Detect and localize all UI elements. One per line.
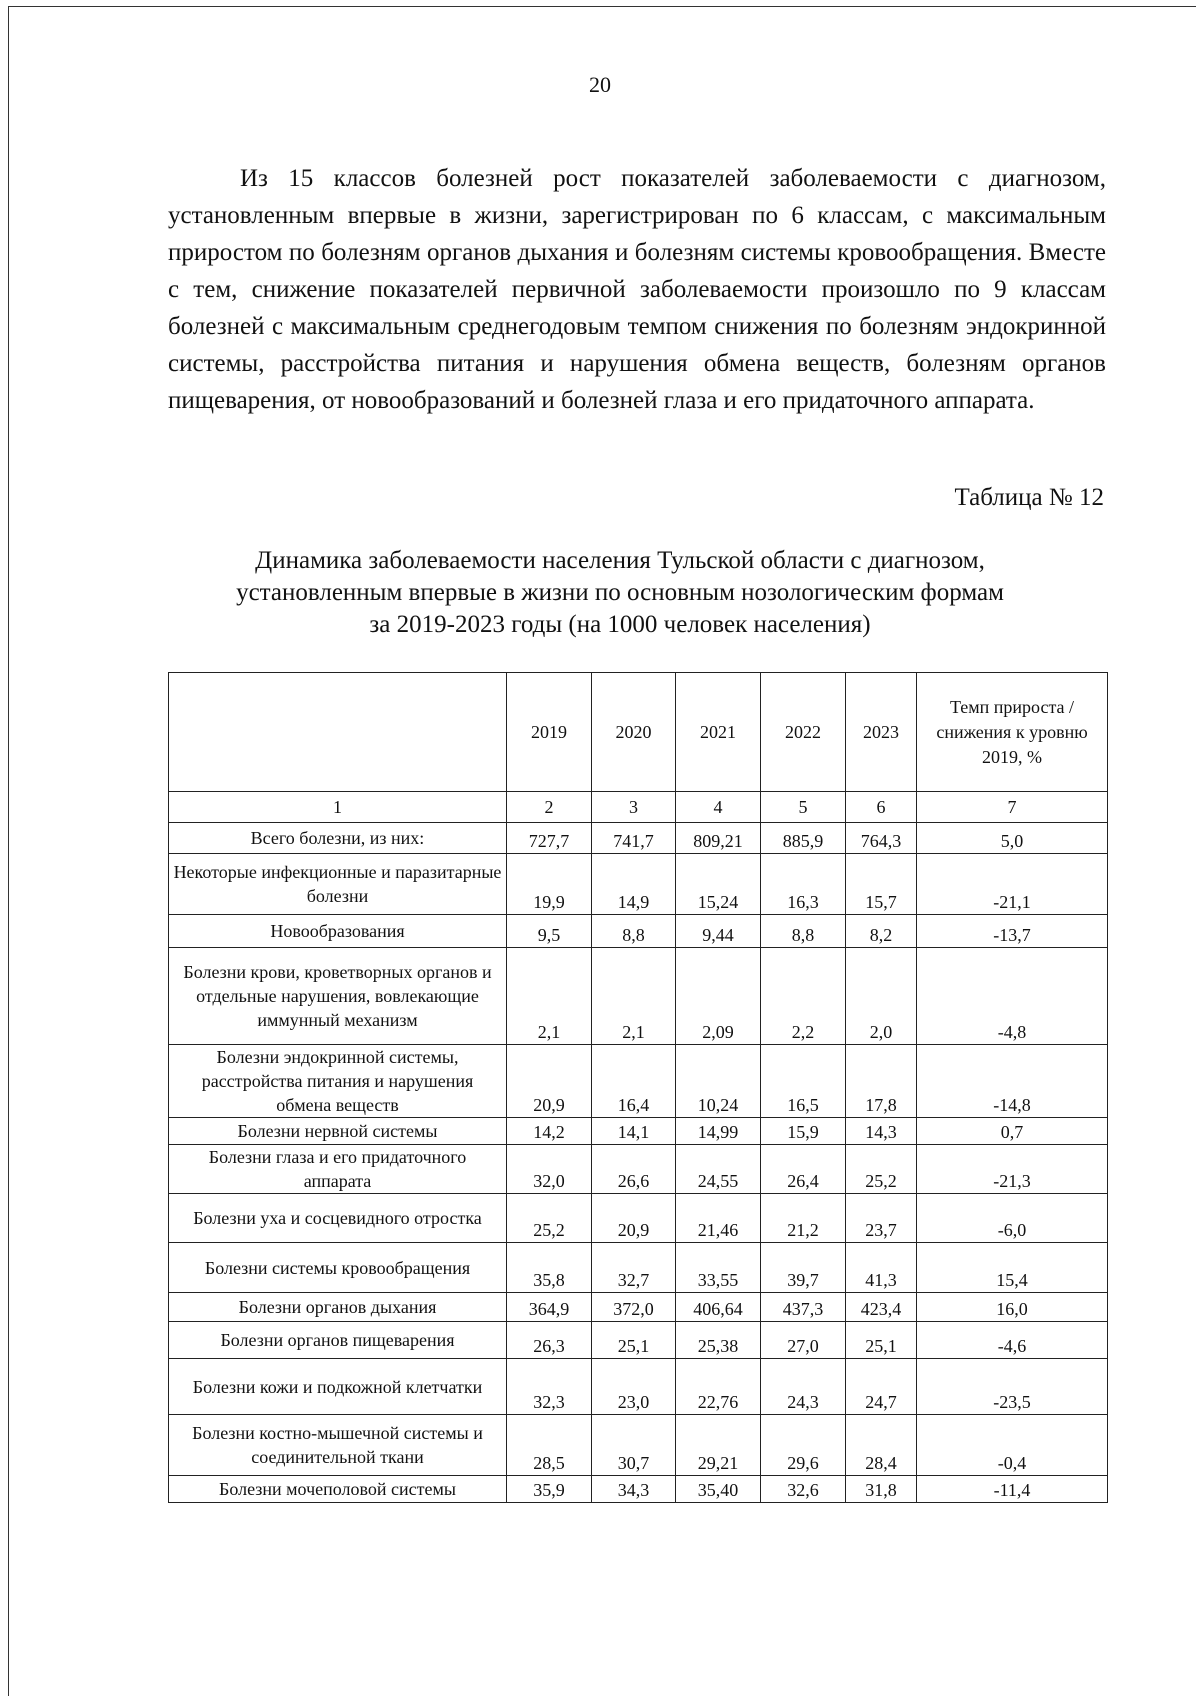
value-cell: 8,2 <box>846 915 917 948</box>
value-cell: 406,64 <box>676 1293 761 1322</box>
value-cell: 437,3 <box>761 1293 846 1322</box>
column-number-cell: 6 <box>846 792 917 823</box>
column-number-cell: 2 <box>507 792 592 823</box>
page-border-top <box>8 6 1196 7</box>
table-title <box>140 545 1100 641</box>
value-cell: 25,2 <box>846 1145 917 1194</box>
value-cell: 9,44 <box>676 915 761 948</box>
header-cell: 2021 <box>676 673 761 792</box>
table-row <box>169 1194 1108 1243</box>
table-title-line: за 2019-2023 годы (на 1000 человек населения) <box>369 611 871 638</box>
value-cell: 16,5 <box>761 1045 846 1118</box>
row-label-cell: Некоторые инфекционные и паразитарные болезни <box>169 854 507 915</box>
value-cell: 15,4 <box>917 1243 1108 1293</box>
value-cell: 26,4 <box>761 1145 846 1194</box>
value-cell: 32,3 <box>507 1359 592 1415</box>
row-label-cell: Болезни костно-мышечной системы и соединительной ткани <box>169 1415 507 1476</box>
value-cell: 25,1 <box>592 1322 676 1359</box>
value-cell: 35,8 <box>507 1243 592 1293</box>
table-title-line: Динамика заболеваемости населения Тульской области с диагнозом, <box>255 547 985 574</box>
table-row <box>169 1145 1108 1194</box>
row-label-cell: Всего болезни, из них: <box>169 823 507 854</box>
value-cell: 14,1 <box>592 1118 676 1145</box>
page-border-left <box>8 6 9 1696</box>
value-cell: 22,76 <box>676 1359 761 1415</box>
value-cell: 29,6 <box>761 1415 846 1476</box>
value-cell: 5,0 <box>917 823 1108 854</box>
value-cell: -14,8 <box>917 1045 1108 1118</box>
header-cell: 2023 <box>846 673 917 792</box>
column-number-cell: 1 <box>169 792 507 823</box>
table-row <box>169 1359 1108 1415</box>
column-number-row <box>169 792 1108 823</box>
value-cell: 364,9 <box>507 1293 592 1322</box>
column-number-cell: 4 <box>676 792 761 823</box>
value-cell: 16,4 <box>592 1045 676 1118</box>
row-label-cell: Болезни глаза и его придаточного аппарата <box>169 1145 507 1194</box>
table-row <box>169 854 1108 915</box>
morbidity-table <box>168 672 1108 1503</box>
value-cell: 32,0 <box>507 1145 592 1194</box>
value-cell: 764,3 <box>846 823 917 854</box>
value-cell: 9,5 <box>507 915 592 948</box>
row-label-cell: Болезни кожи и подкожной клетчатки <box>169 1359 507 1415</box>
value-cell: 26,6 <box>592 1145 676 1194</box>
value-cell: 16,0 <box>917 1293 1108 1322</box>
row-label-cell: Болезни мочеполовой системы <box>169 1476 507 1503</box>
table-row <box>169 1476 1108 1503</box>
value-cell: 14,99 <box>676 1118 761 1145</box>
value-cell: 15,24 <box>676 854 761 915</box>
value-cell: 23,0 <box>592 1359 676 1415</box>
value-cell: 809,21 <box>676 823 761 854</box>
column-number-cell: 5 <box>761 792 846 823</box>
table-row <box>169 1293 1108 1322</box>
value-cell: 25,2 <box>507 1194 592 1243</box>
row-label-cell: Болезни органов дыхания <box>169 1293 507 1322</box>
value-cell: 2,1 <box>507 948 592 1045</box>
header-cell: 2020 <box>592 673 676 792</box>
value-cell: 2,1 <box>592 948 676 1045</box>
value-cell: 2,0 <box>846 948 917 1045</box>
value-cell: 33,55 <box>676 1243 761 1293</box>
value-cell: 2,09 <box>676 948 761 1045</box>
column-number-cell: 7 <box>917 792 1108 823</box>
table-row <box>169 1045 1108 1118</box>
value-cell: 23,7 <box>846 1194 917 1243</box>
table-label: Таблица № 12 <box>954 484 1104 511</box>
value-cell: 19,9 <box>507 854 592 915</box>
value-cell: 14,2 <box>507 1118 592 1145</box>
value-cell: 28,5 <box>507 1415 592 1476</box>
value-cell: 20,9 <box>592 1194 676 1243</box>
table-row <box>169 1415 1108 1476</box>
row-label-cell: Болезни системы кровообращения <box>169 1243 507 1293</box>
header-cell: 2022 <box>761 673 846 792</box>
table-row <box>169 823 1108 854</box>
value-cell: -4,8 <box>917 948 1108 1045</box>
table-row <box>169 915 1108 948</box>
value-cell: 25,1 <box>846 1322 917 1359</box>
value-cell: 20,9 <box>507 1045 592 1118</box>
value-cell: -4,6 <box>917 1322 1108 1359</box>
value-cell: 885,9 <box>761 823 846 854</box>
value-cell: 0,7 <box>917 1118 1108 1145</box>
row-label-cell: Новообразования <box>169 915 507 948</box>
header-cell: 2019 <box>507 673 592 792</box>
table-title-line: установленным впервые в жизни по основным нозологическим формам <box>236 579 1004 606</box>
value-cell: -21,1 <box>917 854 1108 915</box>
value-cell: 8,8 <box>592 915 676 948</box>
column-number-cell: 3 <box>592 792 676 823</box>
value-cell: 10,24 <box>676 1045 761 1118</box>
value-cell: 2,2 <box>761 948 846 1045</box>
value-cell: 35,40 <box>676 1476 761 1503</box>
value-cell: 21,46 <box>676 1194 761 1243</box>
value-cell: 16,3 <box>761 854 846 915</box>
value-cell: -21,3 <box>917 1145 1108 1194</box>
value-cell: 21,2 <box>761 1194 846 1243</box>
table-row <box>169 1118 1108 1145</box>
value-cell: -11,4 <box>917 1476 1108 1503</box>
table-header-row <box>169 673 1108 792</box>
value-cell: 39,7 <box>761 1243 846 1293</box>
value-cell: 15,9 <box>761 1118 846 1145</box>
value-cell: 28,4 <box>846 1415 917 1476</box>
value-cell: 26,3 <box>507 1322 592 1359</box>
row-label-cell: Болезни органов пищеварения <box>169 1322 507 1359</box>
value-cell: -0,4 <box>917 1415 1108 1476</box>
value-cell: 17,8 <box>846 1045 917 1118</box>
row-label-cell: Болезни эндокринной системы, расстройства питания и нарушения обмена веществ <box>169 1045 507 1118</box>
value-cell: 8,8 <box>761 915 846 948</box>
value-cell: 25,38 <box>676 1322 761 1359</box>
value-cell: 35,9 <box>507 1476 592 1503</box>
value-cell: 29,21 <box>676 1415 761 1476</box>
value-cell: 741,7 <box>592 823 676 854</box>
value-cell: 14,9 <box>592 854 676 915</box>
table-row <box>169 1322 1108 1359</box>
value-cell: -13,7 <box>917 915 1108 948</box>
value-cell: 41,3 <box>846 1243 917 1293</box>
value-cell: 727,7 <box>507 823 592 854</box>
value-cell: 31,8 <box>846 1476 917 1503</box>
header-cell <box>169 673 507 792</box>
table-row <box>169 1243 1108 1293</box>
value-cell: -23,5 <box>917 1359 1108 1415</box>
value-cell: 14,3 <box>846 1118 917 1145</box>
value-cell: 34,3 <box>592 1476 676 1503</box>
row-label-cell: Болезни крови, кроветворных органов и отдельные нарушения, вовлекающие иммунный механизм <box>169 948 507 1045</box>
value-cell: 24,7 <box>846 1359 917 1415</box>
page-number: 20 <box>589 72 611 97</box>
value-cell: 372,0 <box>592 1293 676 1322</box>
value-cell: 30,7 <box>592 1415 676 1476</box>
value-cell: 24,3 <box>761 1359 846 1415</box>
header-cell: Темп прироста /снижения к уровню 2019, % <box>917 673 1108 792</box>
body-paragraph: Из 15 классов болезней рост показателей заболеваемости с диагнозом, установленным впервые в жизни, зарегистрирован по 6 классам, с максимальным приростом по болезням органов дыхания и болезням системы кровообращения. Вместе с тем, снижение показателей первичной заболеваемости произошло по 9 классам болезней с максимальным среднегодовым темпом снижения по болезням эндокринной системы, расстройства питания и нарушения обмена веществ, болезням органов пищеварения, от новообразований и болезней глаза и его придаточного аппарата. <box>168 165 1106 414</box>
table-row <box>169 948 1108 1045</box>
value-cell: 24,55 <box>676 1145 761 1194</box>
value-cell: 15,7 <box>846 854 917 915</box>
value-cell: 32,6 <box>761 1476 846 1503</box>
row-label-cell: Болезни уха и сосцевидного отростка <box>169 1194 507 1243</box>
value-cell: -6,0 <box>917 1194 1108 1243</box>
value-cell: 423,4 <box>846 1293 917 1322</box>
value-cell: 32,7 <box>592 1243 676 1293</box>
row-label-cell: Болезни нервной системы <box>169 1118 507 1145</box>
value-cell: 27,0 <box>761 1322 846 1359</box>
